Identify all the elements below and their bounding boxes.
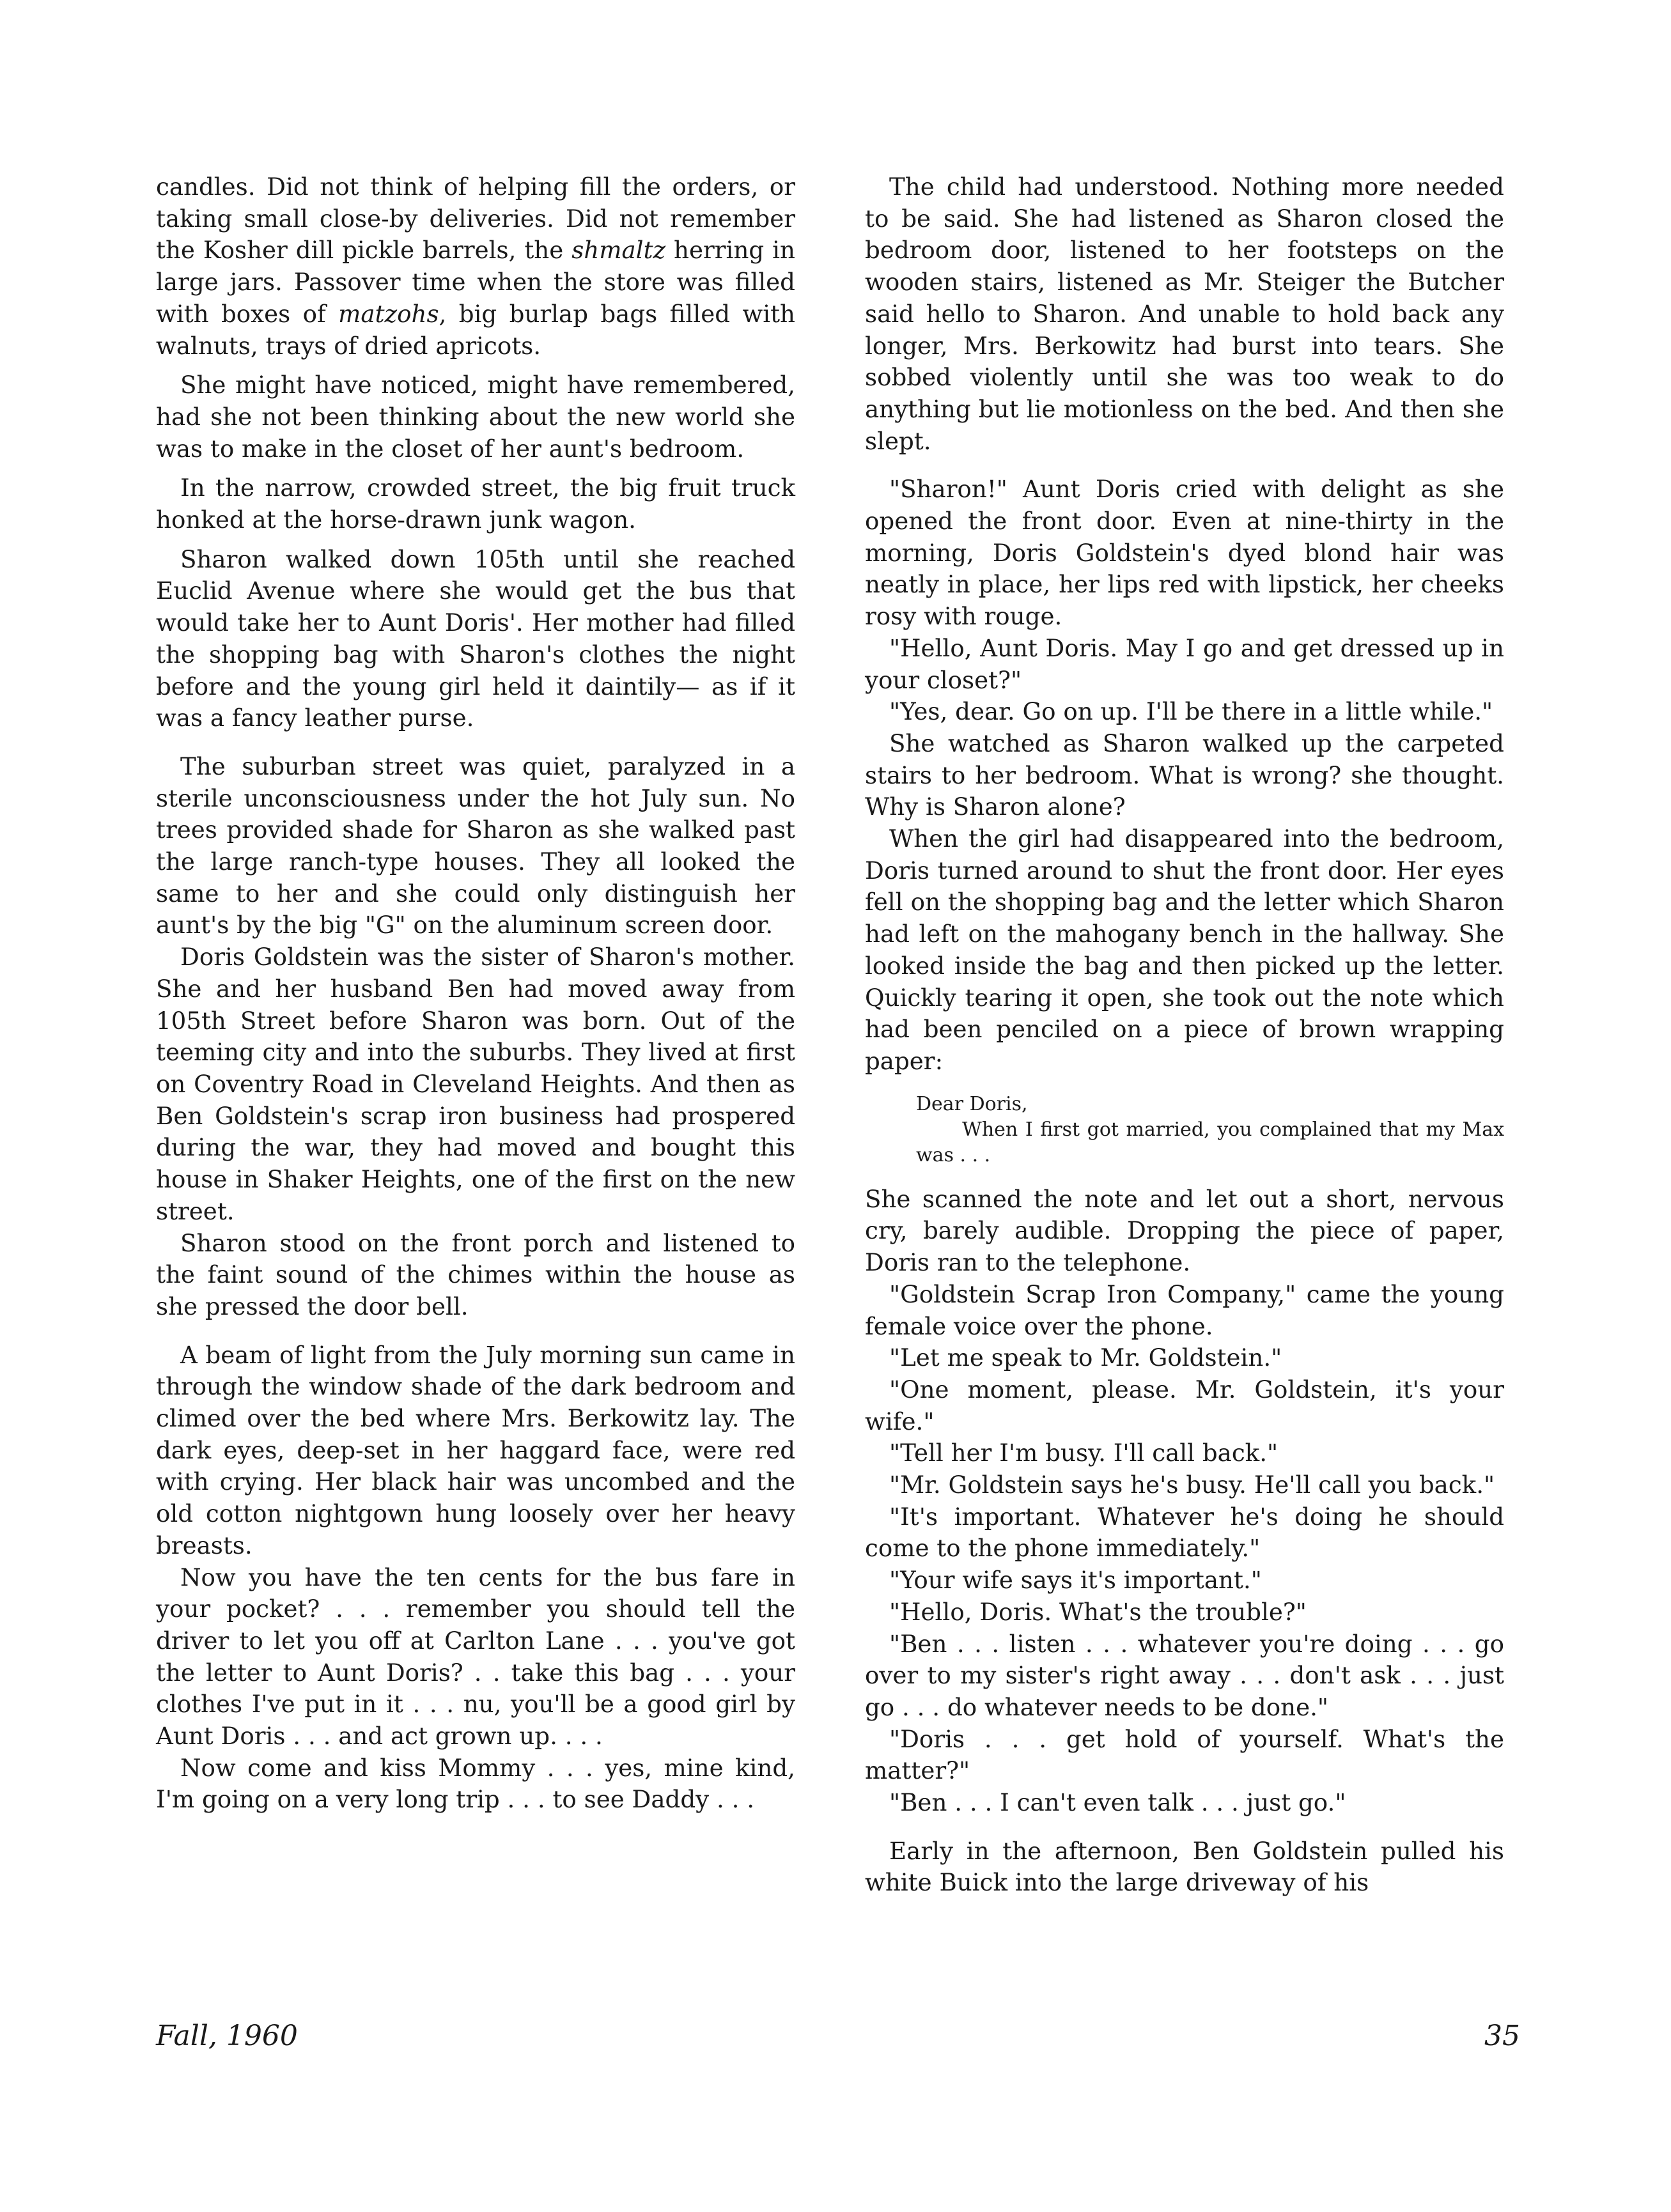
- right-column: [865, 171, 1504, 1899]
- paragraph: She scanned the note and let out a short, nervous cry, barely audible. Dropping the piece of paper, Doris ran to the telephone.: [865, 1184, 1504, 1277]
- paragraph: The suburban street was quiet, paralyzed in a sterile unconsciousness under the hot July sun. No trees provided shade for Sharon as she walked past the large ranch-type houses. They all looked the same to her and she could only distinguish her aunt's by the big "G" on the aluminum screen door.: [156, 752, 795, 940]
- letter-body: When I first got married, you complained that my Max was . . .: [916, 1118, 1504, 1166]
- paragraph: "Doris . . . get hold of yourself. What's the matter?": [865, 1724, 1504, 1785]
- page-number: 35: [1484, 2020, 1520, 2052]
- paragraph: Sharon walked down 105th until she reached Euclid Avenue where she would get the bus that would take her to Aunt Doris'. Her mother had filled the shopping bag with Sharon's clothes the night before and the young girl held it daintily— as if it was a fancy leather purse.: [156, 545, 795, 732]
- paragraph: Sharon stood on the front porch and listened to the faint sound of the chimes within the house as she pressed the door bell.: [156, 1228, 795, 1320]
- paragraph: She might have noticed, might have remembered, had she not been thinking about the new world she was to make in the closet of her aunt's bedroom.: [156, 371, 795, 463]
- paragraph: When the girl had disappeared into the bedroom, Doris turned around to shut the front door. Her eyes fell on the shopping bag and the letter which Sharon had left on the mahogany bench in the hallway. She looked inside the bag and then picked up the letter. Quickly tearing it open, she took out the note which had been penciled on a piece of brown wrapping paper:: [865, 824, 1504, 1075]
- paragraph: In the narrow, crowded street, the big fruit truck honked at the horse-drawn junk wagon.: [156, 474, 795, 534]
- paragraph: A beam of light from the July morning sun came in through the window shade of the dark bedroom and climed over the bed where Mrs. Berkowitz lay. The dark eyes, deep-set in her haggard face, were red with crying. Her black hair was uncombed and the old cotton nightgown hung loosely over her heavy breasts.: [156, 1340, 795, 1559]
- paragraph: "It's important. Whatever he's doing he should come to the phone immediately.": [865, 1502, 1504, 1563]
- paragraph: "Goldstein Scrap Iron Company," came the young female voice over the phone.: [865, 1280, 1504, 1340]
- paragraph: "Let me speak to Mr. Goldstein.": [889, 1343, 1282, 1372]
- paragraph: "Tell her I'm busy. I'll call back.": [889, 1439, 1279, 1467]
- paragraph: The child had understood. Nothing more needed to be said. She had listened as Sharon closed the bedroom door, listened to her footsteps on the wooden stairs, listened as Mr. Steiger the Butcher said hello to Sharon. And unable to hold back any longer, Mrs. Berkowitz had burst into tears. She sobbed violently until she was too weak to do anything but lie motionless on the bed. And then she slept.: [865, 173, 1504, 455]
- paragraph: "Sharon!" Aunt Doris cried with delight as she opened the front door. Even at nine-thirty in the morning, Doris Goldstein's dyed blond hair was neatly in place, her lips red with lipstick, her cheeks rosy with rouge.: [865, 475, 1504, 631]
- paragraph: Now come and kiss Mommy . . . yes, mine kind, I'm going on a very long trip . . . to see Daddy . . .: [156, 1753, 795, 1814]
- paragraph: candles. Did not think of helping fill the orders, or taking small close-by deliveries. Did not remember the Kosher dill pickle barrels, the shmaltz herring in large jars. Passover time when the store was filled with boxes of matzohs, big burlap bags filled with walnuts, trays of dried apricots.: [156, 173, 795, 360]
- paragraph: "Your wife says it's important.": [889, 1566, 1262, 1595]
- paragraph: "Ben . . . listen . . . whatever you're doing . . . go over to my sister's right away . . . don't ask . . . just go . . . do whatever needs to be done.": [865, 1629, 1504, 1721]
- paragraph: "One moment, please. Mr. Goldstein, it's your wife.": [865, 1375, 1504, 1435]
- paragraph: Early in the afternoon, Ben Goldstein pulled his white Buick into the large driveway of his: [865, 1836, 1504, 1897]
- quoted-letter: [916, 1092, 1504, 1168]
- paragraph: "Hello, Aunt Doris. May I go and get dressed up in your closet?": [865, 633, 1504, 694]
- paragraph: Doris Goldstein was the sister of Sharon's mother. She and her husband Ben had moved away from 105th Street before Sharon was born. Out of the teeming city and into the suburbs. They lived at first on Coventry Road in Cleveland Heights. And then as Ben Goldstein's scrap iron business had prospered during the war, they had moved and bought this house in Shaker Heights, one of the first on the new street.: [156, 943, 795, 1225]
- paragraph: "Yes, dear. Go on up. I'll be there in a little while.": [889, 697, 1493, 726]
- paragraph: "Hello, Doris. What's the trouble?": [889, 1597, 1307, 1626]
- footer-issue-date: Fall, 1960: [156, 2020, 298, 2052]
- paragraph: Now you have the ten cents for the bus fare in your pocket? . . . remember you should tell the driver to let you off at Carlton Lane . . . you've got the letter to Aunt Doris? . . take this bag . . . your clothes I've put in it . . . nu, you'll be a good girl by Aunt Doris . . . and act grown up. . . .: [156, 1563, 795, 1751]
- paragraph: "Ben . . . I can't even talk . . . just go.": [889, 1788, 1346, 1817]
- paragraph: "Mr. Goldstein says he's busy. He'll call you back.": [889, 1471, 1495, 1499]
- letter-salutation: Dear Doris,: [916, 1092, 1028, 1115]
- left-column: [156, 171, 795, 1816]
- paragraph: She watched as Sharon walked up the carpeted stairs to her bedroom. What is wrong? she thought. Why is Sharon alone?: [865, 729, 1504, 821]
